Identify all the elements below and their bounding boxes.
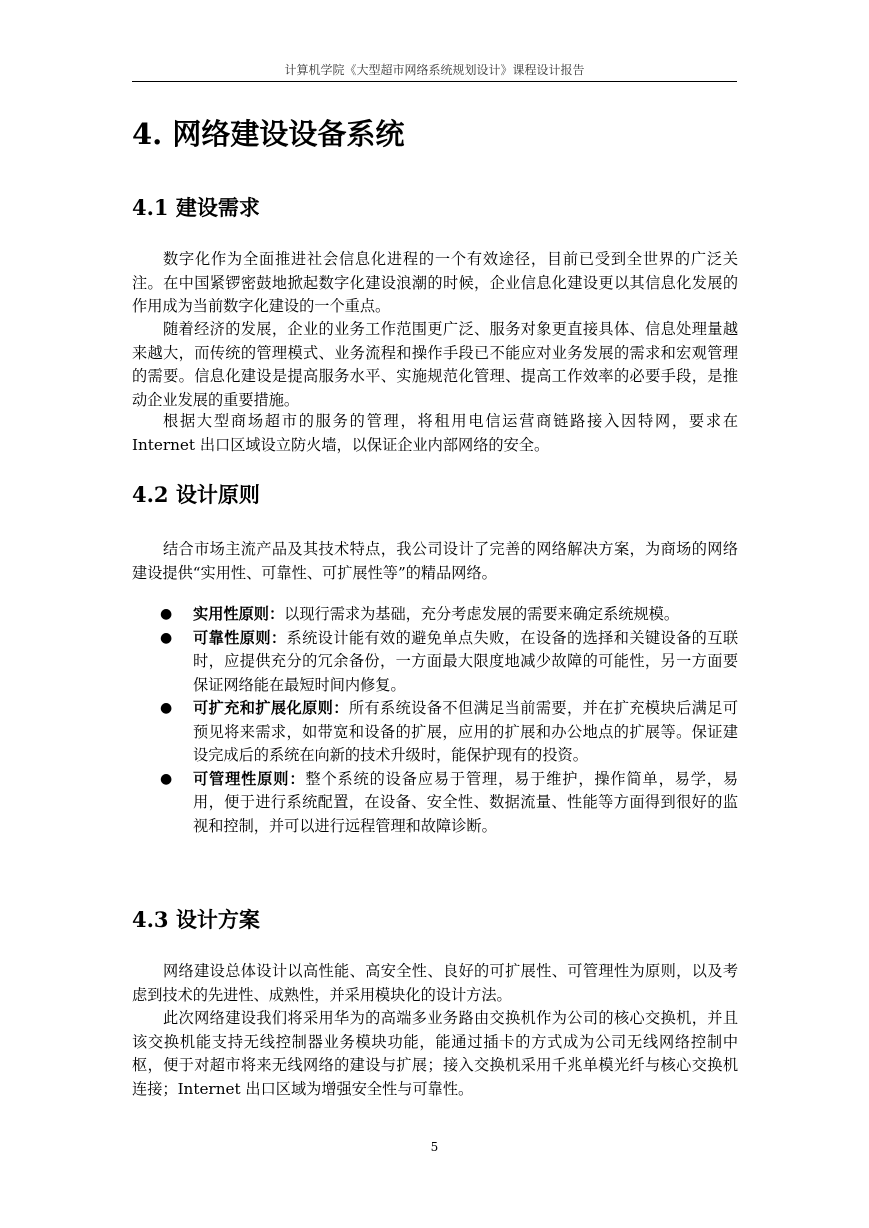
paragraph: 随着经济的发展，企业的业务工作范围更广泛、服务对象更直接具体、信息处理量越来越大，而传统的管理模式、业务流程和操作手段已不能应对业务发展的需求和宏观管理的需要。信息化建设是提高服务水平、实施规范化管理、提高工作效率的必要手段，是推动企业发展的重要措施。 <box>132 320 738 409</box>
section-title-4-3: 4.3 设计方案 <box>132 907 260 932</box>
list-item-term: 可管理性原则： <box>193 769 306 788</box>
list-item-text: 整个系统的设备应易于管理，易于维护，操作简单，易学，易用，便于进行系统配置，在设备、安全性、数据流量、性能等方面得到很好的监视和控制，并可以进行远程管理和故障诊断。 <box>193 769 739 835</box>
list-item-term: 可扩充和扩展化原则： <box>193 699 349 717</box>
list-item <box>160 697 738 768</box>
list-item <box>160 768 738 839</box>
list-item <box>160 627 738 698</box>
paragraph: 此次网络建设我们将采用华为的高端多业务路由交换机作为公司的核心交换机，并且该交换机能支持无线控制器业务模块功能，能通过插卡的方式成为公司无线网络控制中枢，便于对超市将来无线网络的建设与扩展；接入交换机采用千兆单模光纤与核心交换机连接；Internet 出口区域为增强安全性与可靠性。 <box>132 1009 738 1098</box>
page-number: 5 <box>430 1140 439 1154</box>
section-title-4-1: 4.1 建设需求 <box>132 195 260 220</box>
list-item-term: 可靠性原则： <box>193 628 287 647</box>
list-item-term: 实用性原则： <box>193 605 285 623</box>
paragraph: 数字化作为全面推进社会信息化进程的一个有效途径，目前已受到全世界的广泛关注。在中国紧锣密鼓地掀起数字化建设浪潮的时候，企业信息化建设更以其信息化发展的作用成为当前数字化建设的一个重点。 <box>132 250 738 315</box>
paragraph: 结合市场主流产品及其技术特点，我公司设计了完善的网络解决方案，为商场的网络建设提供“实用性、可靠性、可扩展性等”的精品网络。 <box>132 540 738 582</box>
running-header: 计算机学院《大型超市网络系统规划设计》课程设计报告 <box>132 62 737 82</box>
bullet-icon: ● <box>160 700 173 716</box>
list-item-text: 所有系统设备不但满足当前需要，并在扩充模块后满足可预见将来需求，如带宽和设备的扩展，应用的扩展和办公地点的扩展等。保证建设完成后的系统在向新的技术升级时，能保护现有的投资。 <box>193 699 739 764</box>
list-item-text: 以现行需求为基础，充分考虑发展的需要来确定系统规模。 <box>284 605 679 623</box>
principles-list <box>160 603 738 838</box>
section-title-4-2: 4.2 设计原则 <box>132 482 260 507</box>
paragraph: 根据大型商场超市的服务的管理，将租用电信运营商链路接入因特网，要求在 Internet 出口区域设立防火墙，以保证企业内部网络的安全。 <box>132 412 738 454</box>
list-item <box>160 603 738 627</box>
chapter-title: 4. 网络建设设备系统 <box>132 117 405 151</box>
list-item-text: 系统设计能有效的避免单点失败，在设备的选择和关键设备的互联时，应提供充分的冗余备份，一方面最大限度地减少故障的可能性，另一方面要保证网络能在最短时间内修复。 <box>193 628 739 694</box>
paragraph: 网络建设总体设计以高性能、高安全性、良好的可扩展性、可管理性为原则，以及考虑到技术的先进性、成熟性，并采用模块化的设计方法。 <box>132 962 738 1004</box>
bullet-icon: ● <box>160 606 173 622</box>
bullet-icon: ● <box>160 629 173 646</box>
bullet-icon: ● <box>160 770 173 787</box>
